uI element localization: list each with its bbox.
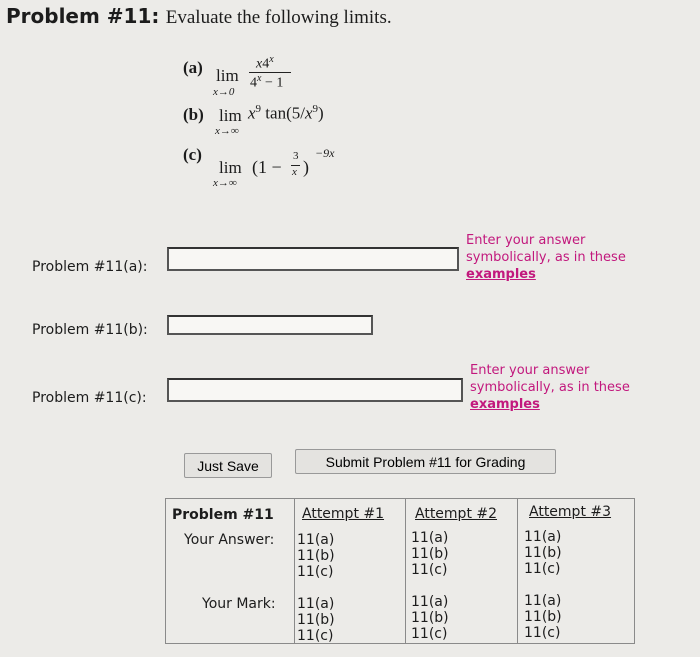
answer-input-11c[interactable] [167,378,463,402]
field-label-11c: Problem #11(c): [32,390,147,406]
attempt-1-marks [297,596,335,644]
field-label-11b: Problem #11(b): [32,322,148,338]
attempt-3-answers [524,529,562,577]
part-a-label: (a) [183,58,203,77]
table-cell: 11(b) [524,545,562,561]
column-header-attempt-2: Attempt #2 [415,506,498,522]
hint-11a: Enter your answer symbolically, as in these examples [466,233,626,282]
part-c-frac-den: x [292,166,297,178]
table-cell: 11(b) [297,548,335,564]
part-a-denominator: $4^x - 1$ [250,73,284,91]
table-cell: 11(c) [297,564,334,580]
table-divider [294,499,295,643]
problem-number: Problem #11: [6,4,160,28]
your-mark-label: Your Mark: [202,596,276,612]
table-cell: 11(a) [297,532,335,548]
hint-11c: Enter your answer symbolically, as in these examples [470,363,630,412]
table-cell: 11(c) [524,625,561,641]
part-c-exponent: −9x [315,146,335,160]
submit-grading-button[interactable]: Submit Problem #11 for Grading [295,449,556,474]
table-cell: 11(c) [411,626,448,642]
problem-instruction: Evaluate the following limits. [165,7,392,28]
table-cell: 11(c) [297,628,334,644]
part-c-lim: lim [219,158,242,177]
part-c-close: ) [303,157,309,177]
table-cell: 11(c) [411,562,448,578]
part-c-label: (c) [183,145,202,164]
table-cell: 11(a) [524,593,562,609]
table-divider [517,499,518,643]
attempt-3-marks [524,593,562,641]
part-c-frac-num: 3 [293,150,299,162]
table-cell: 11(a) [411,530,449,546]
table-cell: 11(b) [524,609,562,625]
part-a-numerator: x4$^x$ [256,54,274,72]
part-b-expression: $x^9$ $\tan(5/x^9)$ [248,103,324,123]
column-header-attempt-1: Attempt #1 [302,506,385,522]
your-answer-label: Your Answer: [184,532,275,548]
part-a-approach: x→0 [213,86,235,98]
attempt-1-answers [297,532,335,580]
attempts-table [165,498,635,644]
part-b-approach: x→∞ [215,125,239,137]
answer-input-11a[interactable] [167,247,459,271]
part-c-open: (1 − [252,157,282,177]
attempt-2-answers [411,530,449,578]
column-header-attempt-3: Attempt #3 [529,504,612,520]
table-title: Problem #11 [172,507,274,523]
table-cell: 11(b) [411,610,449,626]
part-b-lim: lim [219,106,242,125]
table-cell: 11(c) [524,561,561,577]
table-cell: 11(b) [411,546,449,562]
just-save-button[interactable]: Just Save [184,453,272,478]
part-a-lim: lim [216,66,239,85]
table-cell: 11(a) [524,529,562,545]
examples-link-11c[interactable]: examples [470,397,540,412]
answer-input-11b[interactable] [167,315,373,335]
part-b-label: (b) [183,105,204,124]
field-label-11a: Problem #11(a): [32,259,148,275]
examples-link-11a[interactable]: examples [466,267,536,282]
part-c-approach: x→∞ [213,177,237,189]
problem-header [6,4,392,29]
attempt-2-marks [411,594,449,642]
table-divider [405,499,406,643]
table-cell: 11(b) [297,612,335,628]
table-cell: 11(a) [411,594,449,610]
table-cell: 11(a) [297,596,335,612]
